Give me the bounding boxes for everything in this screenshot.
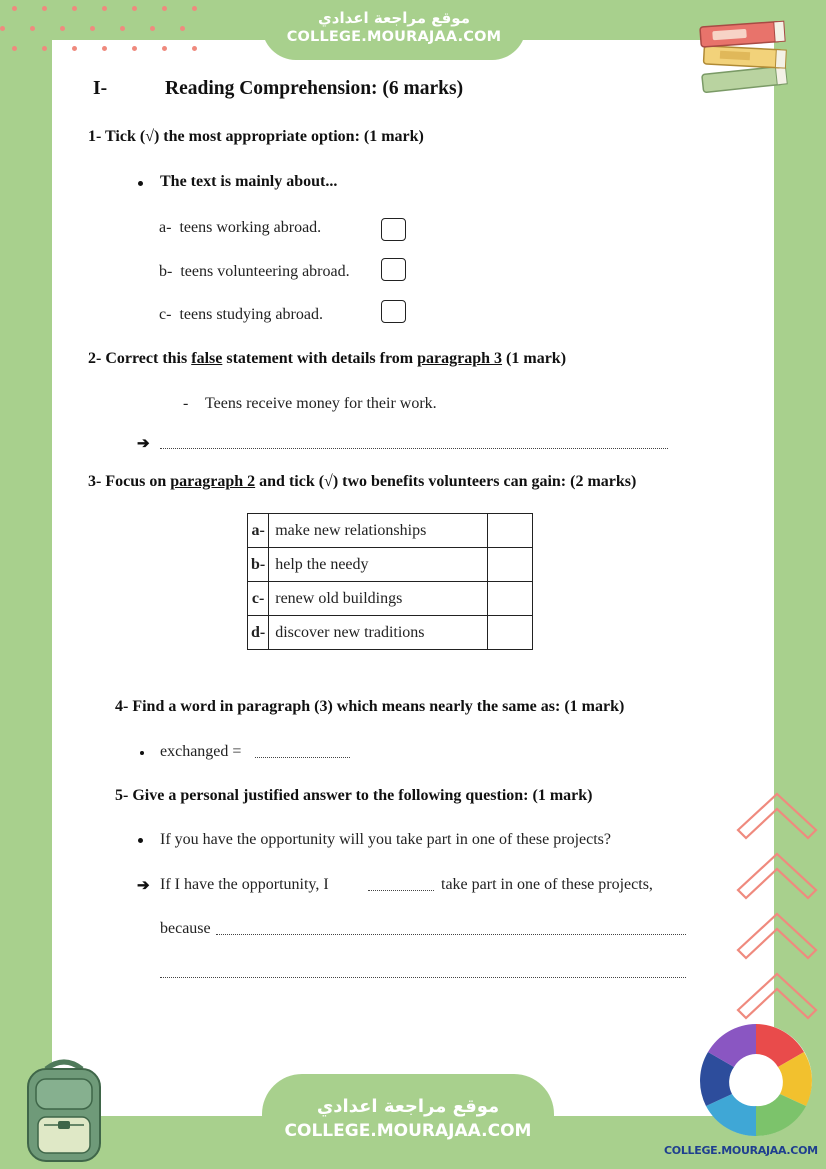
- option-text: teens working abroad.: [179, 219, 322, 236]
- q3-heading-text: and tick (√) two benefits volunteers can gain: (2 marks): [255, 473, 637, 490]
- row-label: a-: [248, 514, 269, 548]
- q1-prompt: The text is mainly about...: [160, 173, 338, 190]
- q3-heading-paragraph: paragraph 2: [170, 473, 256, 490]
- row-tick-cell[interactable]: [488, 582, 533, 616]
- q2-statement-dash: -: [183, 395, 189, 412]
- row-tick-cell[interactable]: [488, 514, 533, 548]
- q2-heading-paragraph: paragraph 3: [417, 350, 503, 367]
- q5-answer-part1: If I have the opportunity, I: [160, 876, 329, 893]
- q2-heading-text: statement with details from: [222, 350, 418, 367]
- backpack-icon: [14, 1055, 114, 1165]
- q1-option-a: [159, 219, 321, 237]
- option-label: b-: [159, 263, 173, 280]
- table-row: [248, 582, 533, 616]
- q3-options-table: [247, 513, 533, 650]
- q4-answer-line[interactable]: [255, 757, 350, 758]
- row-text: help the needy: [269, 548, 488, 582]
- option-label: a-: [159, 219, 172, 236]
- books-icon: [690, 12, 800, 98]
- q5-question: If you have the opportunity will you take part in one of these projects?: [160, 831, 611, 848]
- q4-heading: 4- Find a word in paragraph (3) which means nearly the same as: (1 mark): [115, 698, 625, 715]
- option-text: teens studying abroad.: [179, 306, 323, 323]
- q4-item: exchanged =: [160, 743, 242, 760]
- q5-answer-part2: take part in one of these projects,: [441, 876, 653, 893]
- q2-heading-text: 2- Correct this: [88, 350, 192, 367]
- table-row: [248, 616, 533, 650]
- section-number: I-: [93, 78, 108, 99]
- row-text: discover new traditions: [269, 616, 488, 650]
- section-title-text: Reading Comprehension: (6 marks): [165, 78, 464, 99]
- q2-heading-text: (1 mark): [502, 350, 567, 367]
- bullet-icon: [138, 181, 143, 186]
- q5-heading: 5- Give a personal justified answer to the following question: (1 mark): [115, 787, 593, 804]
- q5-modal-blank[interactable]: [368, 890, 434, 891]
- row-label: c-: [248, 582, 269, 616]
- q3-heading: [88, 473, 636, 491]
- arrow-icon: ➔: [137, 878, 150, 894]
- footer-arabic-text: موقع مراجعة اعدادي: [316, 1096, 500, 1117]
- row-label: d-: [248, 616, 269, 650]
- header-url[interactable]: COLLEGE.MOURAJAA.COM: [286, 29, 502, 45]
- footer-url[interactable]: COLLEGE.MOURAJAA.COM: [284, 1121, 532, 1141]
- option-label: c-: [159, 306, 172, 323]
- q3-heading-text: 3- Focus on: [88, 473, 171, 490]
- q2-answer-line[interactable]: [160, 448, 668, 449]
- option-text: teens volunteering abroad.: [180, 263, 350, 280]
- bullet-icon: [138, 838, 143, 843]
- q1-option-b-checkbox[interactable]: [381, 258, 406, 281]
- arrow-icon: ➔: [137, 436, 150, 452]
- q1-option-a-checkbox[interactable]: [381, 218, 406, 241]
- header-banner: [262, 0, 526, 60]
- table-row: [248, 548, 533, 582]
- q5-because-line[interactable]: [216, 934, 686, 935]
- decorative-dots: [0, 0, 220, 60]
- footer-banner: [262, 1074, 554, 1169]
- row-tick-cell[interactable]: [488, 616, 533, 650]
- q2-statement: Teens receive money for their work.: [205, 395, 437, 412]
- q5-extra-line[interactable]: [160, 977, 686, 978]
- section-title: [93, 78, 463, 100]
- q1-option-b: [159, 263, 350, 281]
- q2-heading: [88, 350, 566, 368]
- q1-option-c-checkbox[interactable]: [381, 300, 406, 323]
- table-row: [248, 514, 533, 548]
- q1-heading: 1- Tick (√) the most appropriate option: (1 mark): [88, 128, 424, 145]
- row-text: make new relationships: [269, 514, 488, 548]
- header-arabic-text: موقع مراجعة اعدادي: [318, 9, 470, 27]
- row-tick-cell[interactable]: [488, 548, 533, 582]
- logo-caption: COLLEGE.MOURAJAA.COM: [664, 1144, 818, 1157]
- site-logo-icon: [694, 1022, 818, 1142]
- chevron-up-icon: [734, 790, 820, 1030]
- q1-option-c: [159, 306, 323, 324]
- q2-heading-false: false: [191, 350, 223, 367]
- row-text: renew old buildings: [269, 582, 488, 616]
- row-label: b-: [248, 548, 269, 582]
- q5-because: because: [160, 920, 211, 937]
- bullet-icon: [140, 751, 144, 755]
